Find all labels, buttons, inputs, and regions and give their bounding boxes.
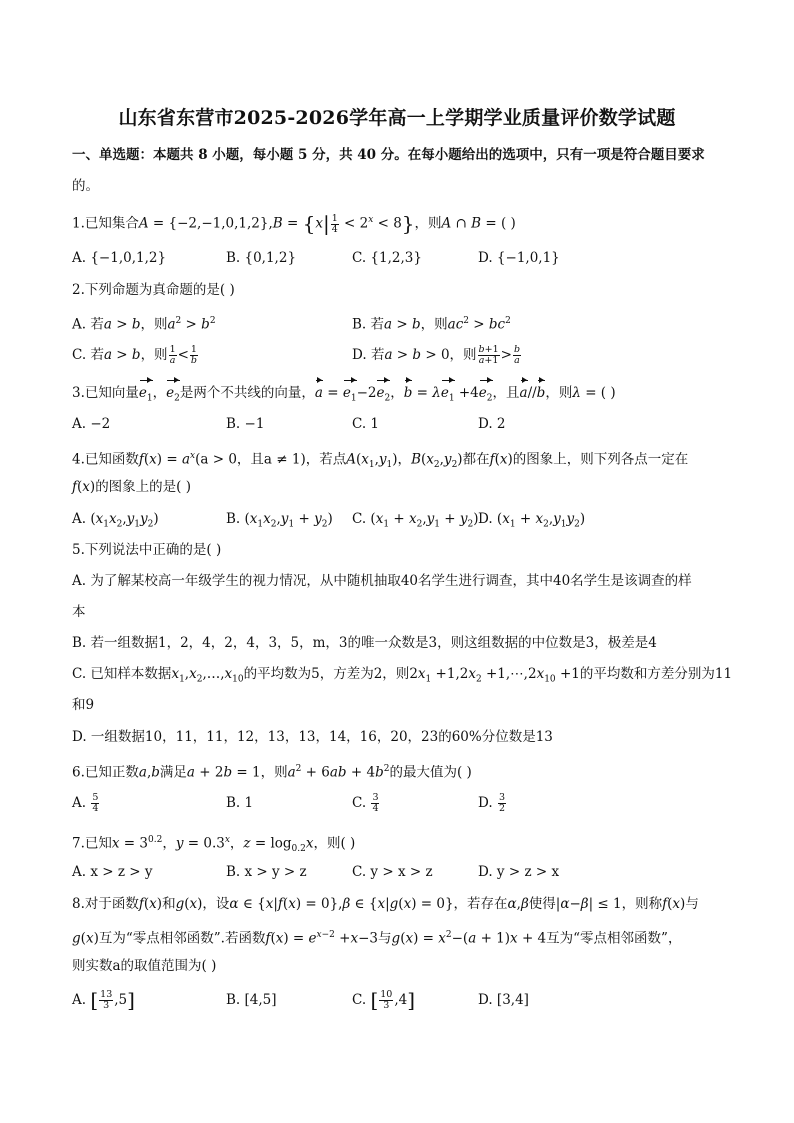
q3-option-b: B. −1: [226, 416, 265, 432]
q7-option-b: B. x > y > z: [226, 864, 307, 880]
q5-option-b: B. 若一组数据1，2，4，2，4，3，5，m，3的唯一众数是3，则这组数据的中位数是3，极差是4: [72, 635, 657, 651]
q3-option-d: D. 2: [478, 416, 506, 432]
q3-option-a: A. −2: [72, 416, 111, 432]
page-title: 山东省东营市2025-2026学年高一上学期学业质量评价数学试题: [118, 107, 676, 129]
q4-option-b: B. $(x_1x_2,y_1 + y_2)$: [226, 511, 333, 530]
q2-option-b: B. 若a > b，则$ac^2 > bc^2$: [352, 316, 511, 333]
q5-option-c-cont: 和9: [72, 697, 95, 713]
question-8-cont: g(x)互为“零点相邻函数”.若函数$f(x) = e^{x-2} +x-3$与$g(x) = x^2-(a + 1)x + 4$互为“零点相邻函数”，: [72, 930, 682, 947]
q4-option-a: A. $(x_1x_2,y_1y_2)$: [72, 511, 159, 530]
q6-option-b: B. 1: [226, 795, 254, 811]
q7-option-d: D. y > z > x: [478, 864, 560, 880]
question-4-cont: f(x)的图象上的是( ): [72, 479, 192, 495]
q5-option-d: D. 一组数据10，11，11，12，13，13，14，16，20，23的60%分位数是13: [72, 729, 553, 745]
q2-option-c: C. 若a > b，则 $\frac{1}{a}$ < $\frac{1}{b}$: [72, 344, 197, 366]
q6-option-d: D. $\frac{3}{2}$: [478, 792, 505, 814]
question-8: 8.对于函数f(x)和g(x)，设α ∈ {x|f(x) = 0},β ∈ {x|g(x) = 0}，若存在α,β使得|α−β| ≤ 1，则称f(x)与: [72, 896, 699, 912]
section-heading-cont: 的。: [72, 178, 99, 194]
question-8-cont2: 则实数a的取值范围为( ): [72, 958, 217, 974]
q8-option-c: C. [ $\frac{10}{3}$ ,4]: [352, 988, 416, 1012]
question-2: 2.下列命题为真命题的是( ): [72, 282, 235, 298]
q1-option-c: C. {1,2,3}: [352, 250, 422, 266]
question-7: 7.已知$x = 3^{0.2}$，$y = 0.3^x$，$z = \log_{0.2}x$，则( ): [72, 835, 356, 855]
question-3: 3.已知向量$e_1$，$e_2$是两个不共线的向量，$a = e_1-2e_2$，$b = \lambda e_1 +4e_2$，且a//b，则λ = ( ): [72, 383, 616, 409]
q8-option-d: D. [3,4]: [478, 992, 529, 1008]
question-5: 5.下列说法中正确的是( ): [72, 542, 222, 558]
q4-option-c: C. $(x_1 + x_2,y_1 + y_2)$: [352, 511, 479, 530]
q8-option-b: B. [4,5]: [226, 992, 277, 1008]
q3-option-c: C. 1: [352, 416, 380, 432]
question-4: 4.已知函数$f(x) = a^x(a > 0$，且a ≠ 1)，若点$A(x_1,y_1)$，$B(x_2,y_2)$都在f(x)的图象上，则下列各点一定在: [72, 451, 689, 471]
q6-option-c: C. $\frac{3}{4}$: [352, 792, 379, 814]
q5-option-a: A. 为了解某校高一年级学生的视力情况，从中随机抽取40名学生进行调查，其中40名学生是该调查的样: [72, 573, 692, 589]
question-6: 6.已知正数a,b满足a + 2b = 1，则$a^2 + 6ab + 4b^2$的最大值为( ): [72, 764, 472, 781]
q1-option-b: B. {0,1,2}: [226, 250, 297, 266]
section-heading: 一、单选题：本题共 8 小题，每小题 5 分，共 40 分。在每小题给出的选项中，只有一项是符合题目要求: [72, 147, 705, 163]
q2-option-a: A. 若a > b，则$a^2 > b^2$: [72, 316, 216, 333]
q4-option-d: D. $(x_1 + x_2,y_1y_2)$: [478, 511, 586, 530]
q8-option-a: A. [ $\frac{13}{3}$ ,5]: [72, 988, 135, 1012]
q5-option-c: C. 已知样本数据$x_1,x_2,\dots,x_{10}$的平均数为5，方差为2，则$2x_1 +1,2x_2$ $+1,\cdots,2x_{10} +1$的平均数和方差分别为11: [72, 666, 733, 685]
question-1: 1.已知集合A = {−2,−1,0,1,2},B = {x| $\frac{1}{4}$ < $2^x < 8$}，则A ∩ B = ( ): [72, 211, 516, 236]
q5-option-a-cont: 本: [72, 604, 86, 620]
q1-option-d: D. {−1,0,1}: [478, 250, 560, 266]
q7-option-c: C. y > x > z: [352, 864, 433, 880]
q7-option-a: A. x > z > y: [72, 864, 153, 880]
q1-option-a: A. {−1,0,1,2}: [72, 250, 167, 266]
q6-option-a: A. $\frac{5}{4}$: [72, 792, 99, 814]
q2-option-d: D. 若a > b > 0，则 $\frac{b+1}{a+1}$ > $\frac{b}{a}$: [352, 344, 521, 366]
